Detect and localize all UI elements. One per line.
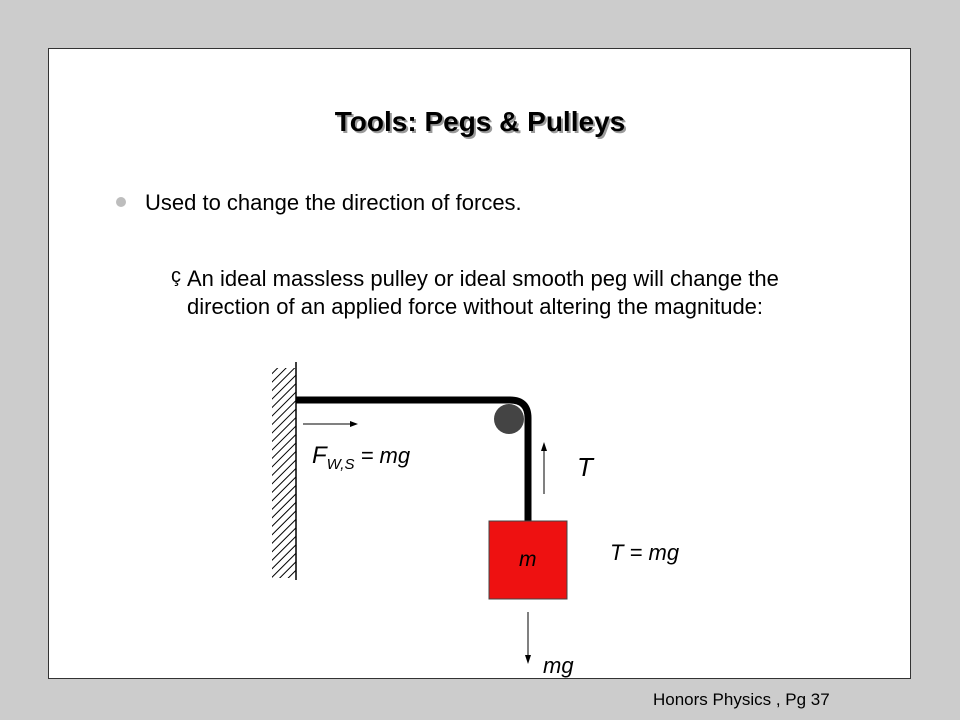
slide-title: Tools: Pegs & Pulleys — [334, 106, 626, 137]
sub-bullet-marker-icon: ç — [171, 265, 181, 287]
wall-hatching — [272, 368, 296, 578]
bullet-text: Used to change the direction of forces. — [145, 190, 522, 215]
force-label — [312, 442, 410, 473]
peg — [494, 404, 524, 434]
force-label-equals: = mg — [354, 443, 411, 468]
force-label-main: F — [312, 442, 327, 469]
tension-arrowhead-icon — [541, 442, 547, 451]
force-label-subscript: W,S — [326, 455, 355, 473]
force-arrowhead-icon — [350, 421, 358, 427]
weight-arrowhead-icon — [525, 655, 531, 664]
sub-bullet-text: An ideal massless pulley or ideal smooth peg will change the direction of an applied force without altering the magnitude: — [187, 266, 779, 319]
mass-label: m — [519, 548, 537, 571]
tension-label: T — [577, 452, 593, 482]
footer-text: Honors Physics , Pg 37 — [653, 690, 830, 709]
tension-equation: T = mg — [610, 540, 680, 565]
weight-label: mg — [543, 653, 574, 678]
